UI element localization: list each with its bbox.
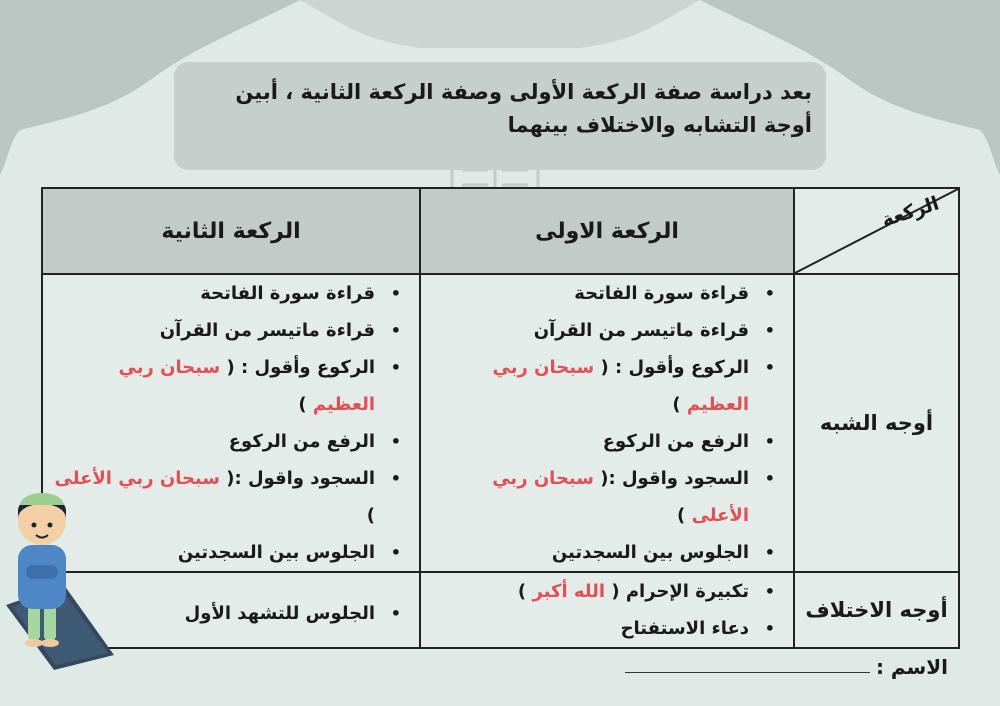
list-item: [51, 423, 375, 460]
item-text: الجلوس بين السجدتين: [177, 542, 375, 563]
item-text: الركوع وأقول : (: [600, 357, 749, 378]
item-text: قراءة سورة الفاتحة: [200, 283, 375, 304]
item-text: قراءة ماتيسر من القرآن: [533, 320, 749, 341]
list-item: [51, 312, 375, 349]
list-item: [51, 275, 375, 312]
question-text: بعد دراسة صفة الركعة الأولى وصفة الركعة الثانية ، أبين أوجة التشابه والاختلاف بينهما: [235, 80, 812, 137]
praying-boy-illustration: [4, 485, 116, 670]
item-text: دعاء الاستفتاح: [620, 618, 749, 639]
name-label: الاسم :: [875, 655, 948, 679]
item-suffix: ): [672, 394, 681, 415]
item-text: تكبيرة الإحرام (: [611, 581, 749, 602]
item-highlight: سبحان ربي الأعلى: [492, 468, 749, 526]
list-item: [429, 573, 749, 610]
name-input-line[interactable]: [625, 672, 870, 673]
item-text: الرفع من الركوع: [228, 431, 375, 452]
item-text: السجود واقول :(: [226, 468, 375, 489]
list-item: [429, 312, 749, 349]
list-item: [429, 349, 749, 423]
row-header-similarities: أوجه الشبه: [794, 274, 959, 572]
item-highlight: سبحان ربي الأعلى: [54, 468, 220, 489]
row-header-differences: أوجه الاختلاف: [794, 572, 959, 648]
table-header-row: [42, 188, 959, 274]
item-suffix: ): [298, 394, 307, 415]
list-item: [429, 534, 749, 571]
corner-label: الركعة: [879, 192, 942, 232]
column-header-first-rakah: الركعة الاولى: [420, 188, 794, 274]
item-highlight: سبحان ربي العظيم: [118, 357, 375, 415]
differences-first-list: [421, 573, 793, 647]
cell-similarities-first: [420, 274, 794, 572]
item-text: قراءة سورة الفاتحة: [574, 283, 749, 304]
table-row-similarities: [42, 274, 959, 572]
question-box: [174, 62, 826, 170]
item-text: السجود واقول :(: [600, 468, 749, 489]
list-item: [429, 275, 749, 312]
item-suffix: ): [517, 581, 527, 602]
list-item: [429, 423, 749, 460]
item-text: الجلوس بين السجدتين: [551, 542, 749, 563]
item-highlight: الله أكبر: [532, 581, 606, 602]
item-suffix: ): [366, 505, 375, 526]
similarities-first-list: [421, 275, 793, 571]
cell-differences-first: [420, 572, 794, 648]
item-text: الجلوس للتشهد الأول: [184, 603, 375, 624]
student-name-row: [625, 655, 948, 679]
item-text: قراءة ماتيسر من القرآن: [159, 320, 375, 341]
column-header-second-rakah: الركعة الثانية: [42, 188, 420, 274]
list-item: [429, 460, 749, 534]
list-item: [429, 610, 749, 647]
comparison-table: [41, 187, 960, 649]
item-text: الرفع من الركوع: [602, 431, 749, 452]
item-highlight: سبحان ربي العظيم: [492, 357, 749, 415]
table-row-differences: [42, 572, 959, 648]
item-text: الركوع وأقول : (: [226, 357, 375, 378]
list-item: [51, 349, 375, 423]
item-suffix: ): [677, 505, 686, 526]
corner-cell: [794, 188, 959, 274]
